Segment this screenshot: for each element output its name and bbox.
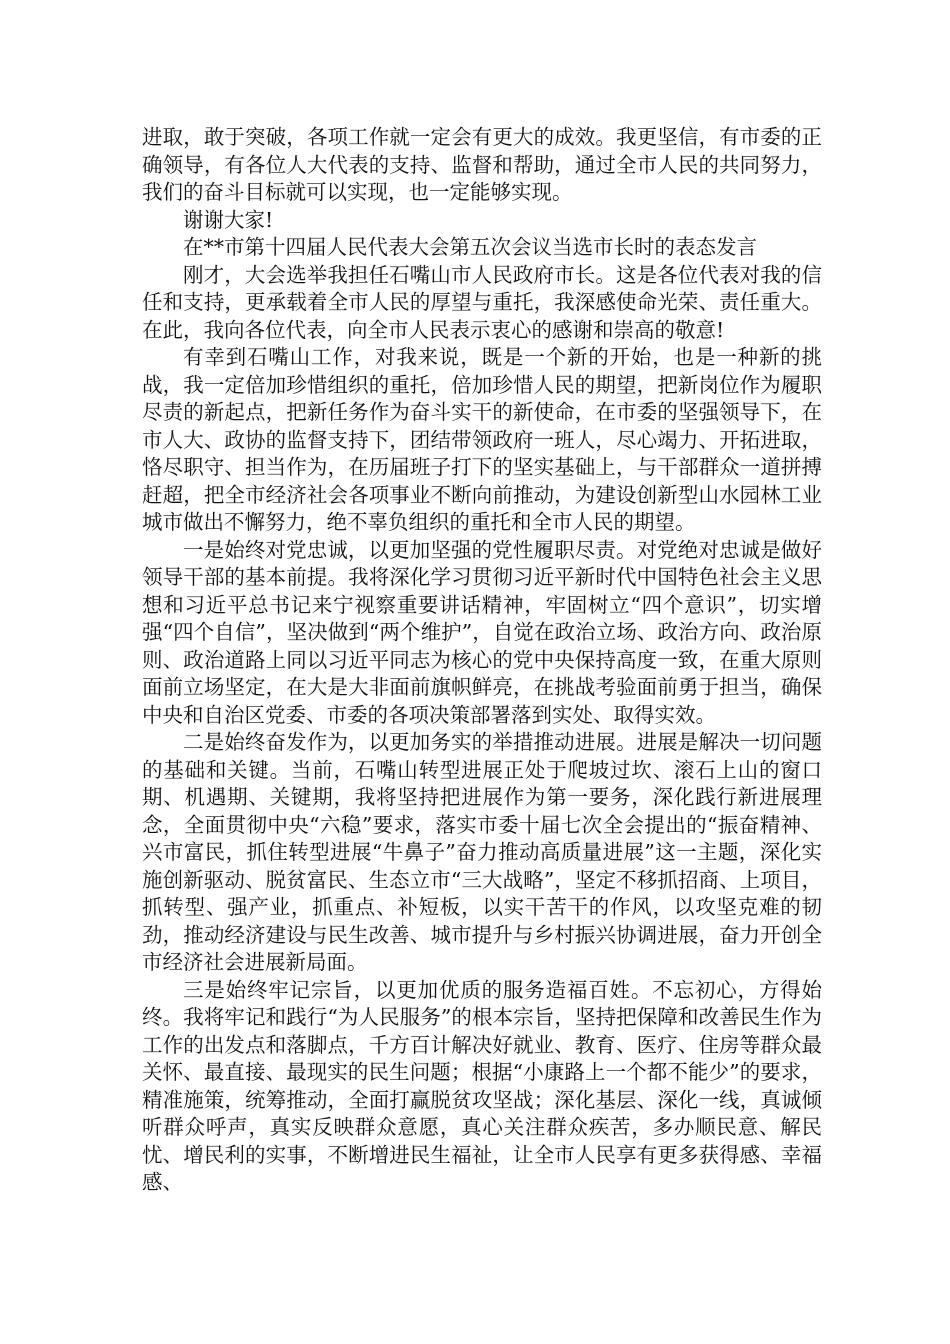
paragraph-intro: 刚才，大会选举我担任石嘴山市人民政府市长。这是各位代表对我的信任和支持，更承载着全市人民的厚望与重托，我深感使命光荣、责任重大。在此，我向各位代表，向全市人民表示衷心的感谢和崇高的敬意! [142,262,822,342]
paragraph-thanks: 谢谢大家! [183,207,274,232]
paragraph-point-one: 一是始终对党忠诚，以更加坚强的党性履职尽责。对党绝对忠诚是做好领导干部的基本前提。我将深化学习贯彻习近平新时代中国特色社会主义思想和习近平总书记来宁视察重要讲话精神，牢固树立“四个意识”，切实增强“四个自信”，坚决做到“两个维护”，自觉在政治立场、政治方向、政治原则、政治道路上同以习近平同志为核心的党中央保持高度一致，在重大原则面前立场坚定，在大是大非面前旗帜鲜亮，在挑战考验面前勇于担当，确保中央和自治区党委、市委的各项决策部署落到实处、取得实效。 [142,537,822,727]
paragraph-new-start: 有幸到石嘴山工作，对我来说，既是一个新的开始，也是一种新的挑战，我一定倍加珍惜组织的重托，倍加珍惜人民的期望，把新岗位作为履职尽责的新起点，把新任务作为奋斗实干的新使命，在市委的坚强领导下，在市人大、政协的监督支持下，团结带领政府一班人，尽心竭力、开拓进取，恪尽职守、担当作为，在历届班子打下的坚实基础上，与干部群众一道拼搏赶超，把全市经济社会各项事业不断向前推动，为建设创新型山水园林工业城市做出不懈努力，绝不辜负组织的重托和全市人民的期望。 [142,345,822,534]
document-page [142,124,822,1197]
speech-title: 在**市第十四届人民代表大会第五次会议当选市长时的表态发言 [183,235,757,259]
paragraph-closing-continuation: 进取，敢于突破，各项工作就一定会有更大的成效。我更坚信，有市委的正确领导，有各位人大代表的支持、监督和帮助，通过全市人民的共同努力，我们的奋斗目标就可以实现，也一定能够实现。 [142,125,822,204]
paragraph-point-three: 三是始终牢记宗旨，以更加优质的服务造福百姓。不忘初心，方得始终。我将牢记和践行“为人民服务”的根本宗旨，坚持把保障和改善民生作为工作的出发点和落脚点，千方百计解决好就业、教育、医疗、住房等群众最关怀、最直接、最现实的民生问题；根据“小康路上一个都不能少”的要求，精准施策，统筹推动，全面打赢脱贫攻坚战；深化基层、深化一线，真诚倾听群众呼声，真实反映群众意愿，真心关注群众疾苦，多办顺民意、解民忧、增民利的实事，不断增进民生福祉，让全市人民享有更多获得感、幸福感、 [142,977,822,1194]
paragraph-point-two: 二是始终奋发作为，以更加务实的举措推动进展。进展是解决一切问题的基础和关键。当前，石嘴山转型进展正处于爬坡过坎、滚石上山的窗口期、机遇期、关键期，我将坚持把进展作为第一要务，深化践行新进展理念，全面贯彻中央“六稳”要求，落实市委十届七次全会提出的“振奋精神、兴市富民，抓住转型进展“牛鼻子”奋力推动高质量进展”这一主题，深化实施创新驱动、脱贫富民、生态立市“三大战略”，坚定不移抓招商、上项目，抓转型、强产业，抓重点、补短板，以实干苦干的作风，以攻坚克难的韧劲，推动经济建设与民生改善、城市提升与乡村振兴协调进展，奋力开创全市经济社会进展新局面。 [142,730,822,974]
